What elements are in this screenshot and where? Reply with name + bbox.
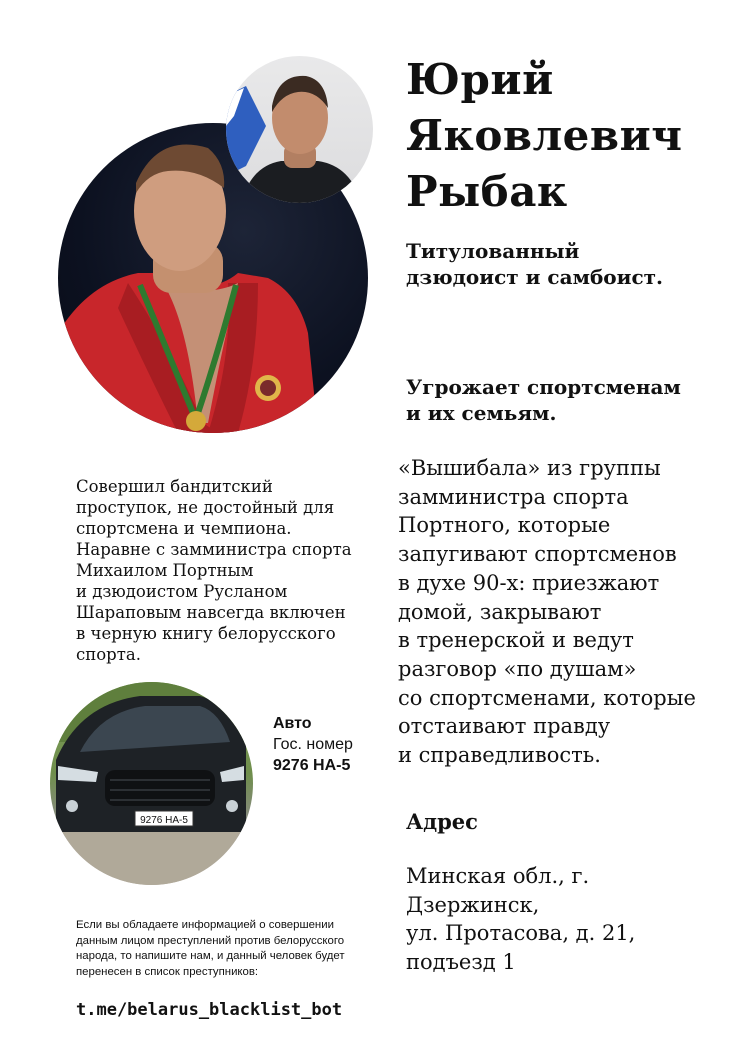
description-quote: «Вышибала» из группы замминистра спорта Портного, которые запугивают спортсменов в духе 90-х: приезжают домой, закрывают в тренерской и ведут разговор «по душам» со спортсменами, которые отстаивают правду и справедливость. (398, 456, 696, 768)
crime-description: Совершил бандитский проступок, не достойный для спортсмена и чемпиона. Наравне с замминистра спорта Михаилом Портным и дзюдоистом Русланом Шараповым навсегда включен в черную книгу белорусского спорта. (76, 477, 352, 664)
address-heading: Адрес (406, 809, 478, 834)
car-photo (50, 682, 253, 885)
threat-line-1: Угрожает спортсменам (406, 375, 681, 399)
plate-label: Гос. номер (273, 736, 353, 753)
car-label: Авто (273, 715, 312, 732)
name-first: Юрий (406, 55, 554, 104)
threat-heading (406, 374, 726, 426)
car-illustration (50, 682, 253, 885)
subtitle-line-2: дзюдоист и самбоист. (406, 265, 663, 289)
subtitle-line-1: Титулованный (406, 239, 580, 263)
car-info (273, 713, 353, 776)
license-plate-text: 9276 НА-5 (140, 815, 188, 826)
person-name (406, 52, 736, 220)
address-text: Минская обл., г. Дзержинск, ул. Протасова, д. 21, подъезд 1 (406, 864, 636, 974)
person-title (406, 238, 726, 290)
secondary-portrait-photo (226, 56, 373, 203)
name-surname: Рыбак (406, 167, 568, 216)
plate-number: 9276 НА-5 (273, 757, 351, 774)
bot-link[interactable]: t.me/belarus_blacklist_bot (76, 1000, 343, 1020)
man-portrait-illustration (226, 56, 373, 203)
name-patronymic: Яковлевич (406, 111, 683, 160)
threat-line-2: и их семьям. (406, 401, 557, 425)
info-notice: Если вы обладаете информацией о совершении данным лицом преступлений против белорусского народа, то напишите нам, и данный человек будет перенесен в список преступников: (76, 919, 345, 978)
